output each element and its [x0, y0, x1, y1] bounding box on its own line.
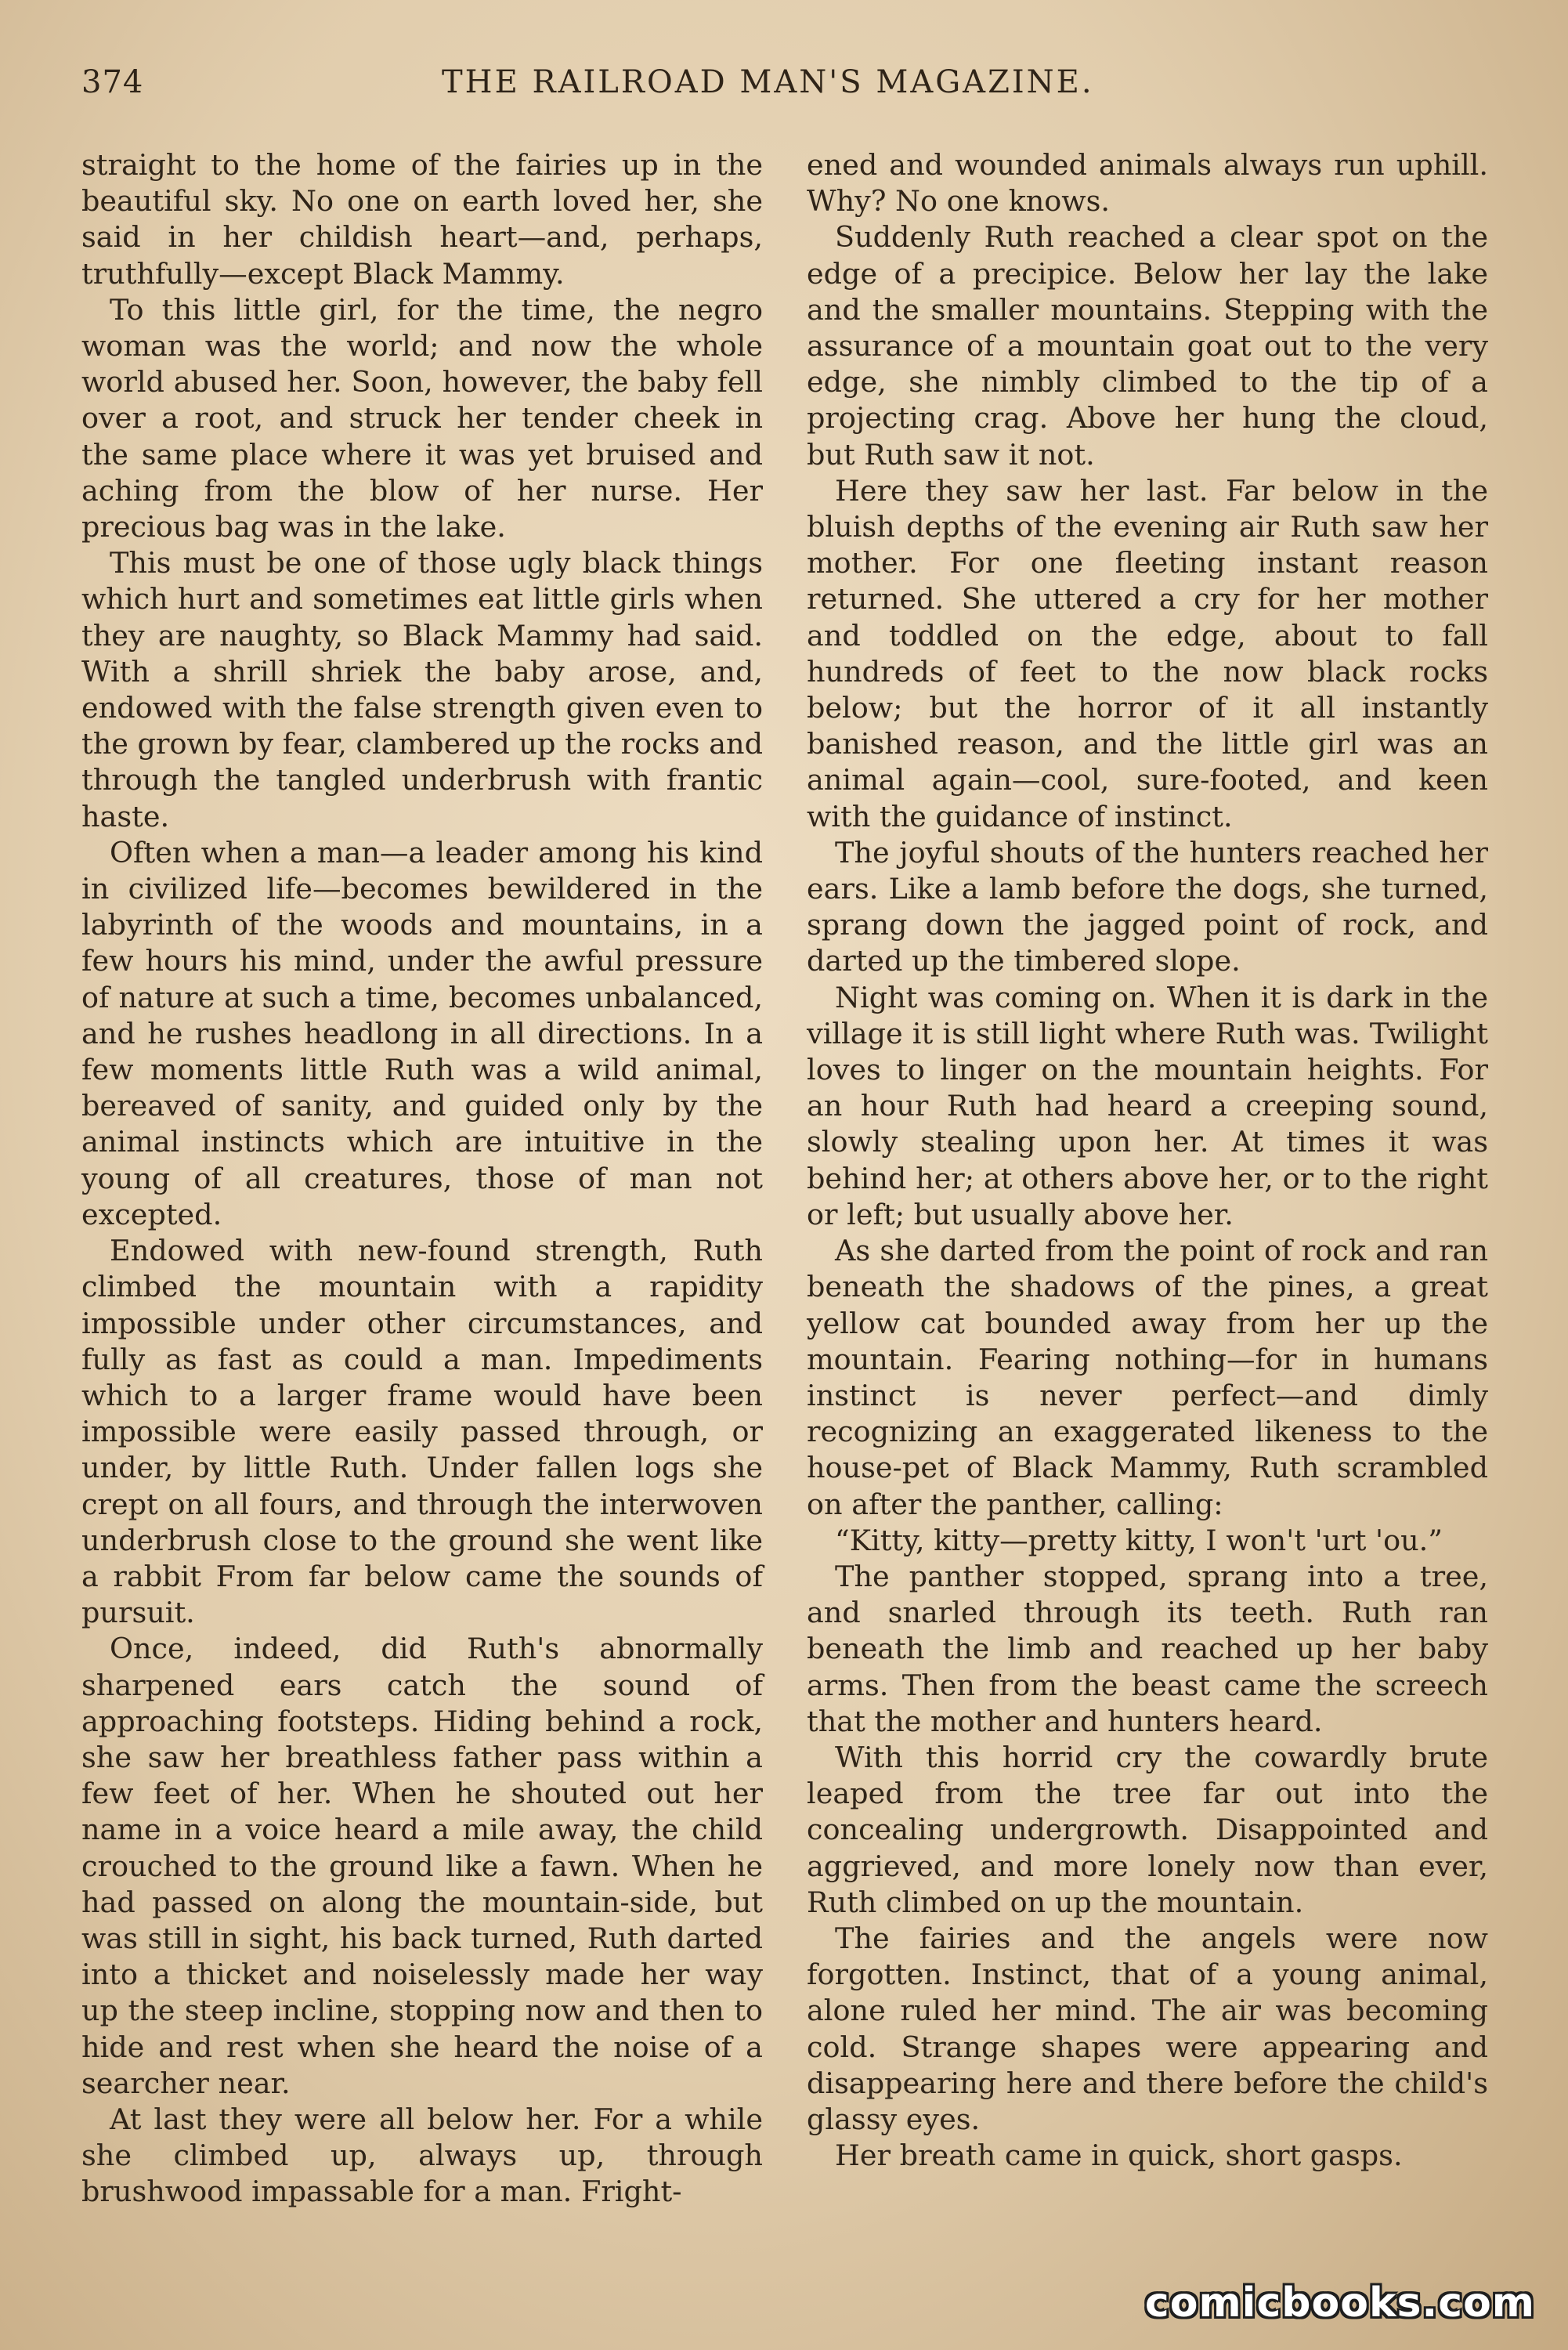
- paragraph: With this horrid cry the cowardly brute leaped from the tree far out into the concealing undergrowth. Disappointed and aggrieved, and more lonely now than ever, Ruth climbed on up the mountain.: [807, 1740, 1488, 1919]
- paragraph: Once, indeed, did Ruth's abnormally sharpened ears catch the sound of approaching footsteps. Hiding behind a rock, she saw her breathless father pass within a few feet of her. When he shouted out her name in a voice heard a mile away, the child crouched to the ground like a fawn. When he had passed on along the mountain-side, but was still in sight, his back turned, Ruth darted into a thicket and noiselessly made her way up the steep incline, stopping now and then to hide and rest when she heard the noise of a searcher near.: [81, 1632, 763, 2100]
- paragraph: Often when a man—a leader among his kind in civilized life—becomes bewildered in the labyrinth of the woods and mountains, in a few hours his mind, under the awful pressure of nature at such a time, becomes unbalanced, and he rushes headlong in all directions. In a few moments little Ruth was a wild animal, bereaved of sanity, and guided only by the animal instincts which are intuitive in the young of all creatures, those of man not excepted.: [81, 835, 763, 1231]
- paragraph: The panther stopped, sprang into a tree, and snarled through its teeth. Ruth ran beneath the limb and reached up her baby arms. Then from the beast came the screech that the mother and hunters heard.: [807, 1559, 1488, 1738]
- right-column: [807, 147, 1488, 2174]
- paragraph: straight to the home of the fairies up in the beautiful sky. No one on earth loved her, she said in her childish heart—and, perhaps, truthfully—except Black Mammy.: [81, 148, 763, 291]
- paragraph: Here they saw her last. Far below in the bluish depths of the evening air Ruth saw her mother. For one fleeting instant reason returned. She uttered a cry for her mother and toddled on the edge, about to fall hundreds of feet to the now black rocks below; but the horror of it all instantly banished reason, and the little girl was an animal again—cool, sure-footed, and keen with the guidance of instinct.: [807, 473, 1488, 833]
- paragraph: At last they were all below her. For a while she climbed up, always up, through brushwood impassable for a man. Fright-: [81, 2102, 763, 2209]
- paragraph: Suddenly Ruth reached a clear spot on the edge of a precipice. Below her lay the lake and the smaller mountains. Stepping with the assurance of a mountain goat out to the very edge, she nimbly climbed to the tip of a projecting crag. Above her hung the cloud, but Ruth saw it not.: [807, 220, 1488, 472]
- dialogue-paragraph: “Kitty, kitty—pretty kitty, I won't 'urt 'ou.”: [835, 1523, 1443, 1557]
- page-number: 374: [81, 64, 144, 100]
- magazine-title: THE RAILROAD MAN'S MAGAZINE.: [442, 64, 1094, 100]
- paragraph: The joyful shouts of the hunters reached her ears. Like a lamb before the dogs, she turned, sprang down the jagged point of rock, and darted up the timbered slope.: [807, 835, 1488, 978]
- source-watermark: comicbooks.com: [1144, 2280, 1535, 2326]
- paragraph: Night was coming on. When it is dark in the village it is still light where Ruth was. Twilight loves to linger on the mountain heights. For an hour Ruth had heard a creeping sound, slowly stealing upon her. At times it was behind her; at others above her, or to the right or left; but usually above her.: [807, 980, 1488, 1231]
- paragraph: This must be one of those ugly black things which hurt and sometimes eat little girls when they are naughty, so Black Mammy had said. With a shrill shriek the baby arose, and, endowed with the false strength given even to the grown by fear, clambered up the rocks and through the tangled underbrush with frantic haste.: [81, 546, 763, 833]
- page-header: [81, 64, 1498, 111]
- paragraph: As she darted from the point of rock and ran beneath the shadows of the pines, a great yellow cat bounded away from her up the mountain. Fearing nothing—for in humans instinct is never perfect—and dimly recognizing an exaggerated likeness to the house-pet of Black Mammy, Ruth scrambled on after the panther, calling:: [807, 1234, 1488, 1521]
- paragraph: To this little girl, for the time, the negro woman was the world; and now the whole world abused her. Soon, however, the baby fell over a root, and struck her tender cheek in the same place where it was yet bruised and aching from the blow of her nurse. Her precious bag was in the lake.: [81, 292, 763, 544]
- paragraph: Her breath came in quick, short gasps.: [835, 2138, 1403, 2173]
- paragraph: The fairies and the angels were now forgotten. Instinct, that of a young animal, alone ruled her mind. The air was becoming cold. Strange shapes were appearing and disappearing here and there before the child's glassy eyes.: [807, 1921, 1488, 2136]
- left-column: [81, 147, 763, 2211]
- paragraph: ened and wounded animals always run uphill. Why? No one knows.: [807, 148, 1488, 219]
- paragraph: Endowed with new-found strength, Ruth climbed the mountain with a rapidity impossible under other circumstances, and fully as fast as could a man. Impediments which to a larger frame would have been impossible were easily passed through, or under, by little Ruth. Under fallen logs she crept on all fours, and through the interwoven underbrush close to the ground she went like a rabbit From far below came the sounds of pursuit.: [81, 1234, 763, 1630]
